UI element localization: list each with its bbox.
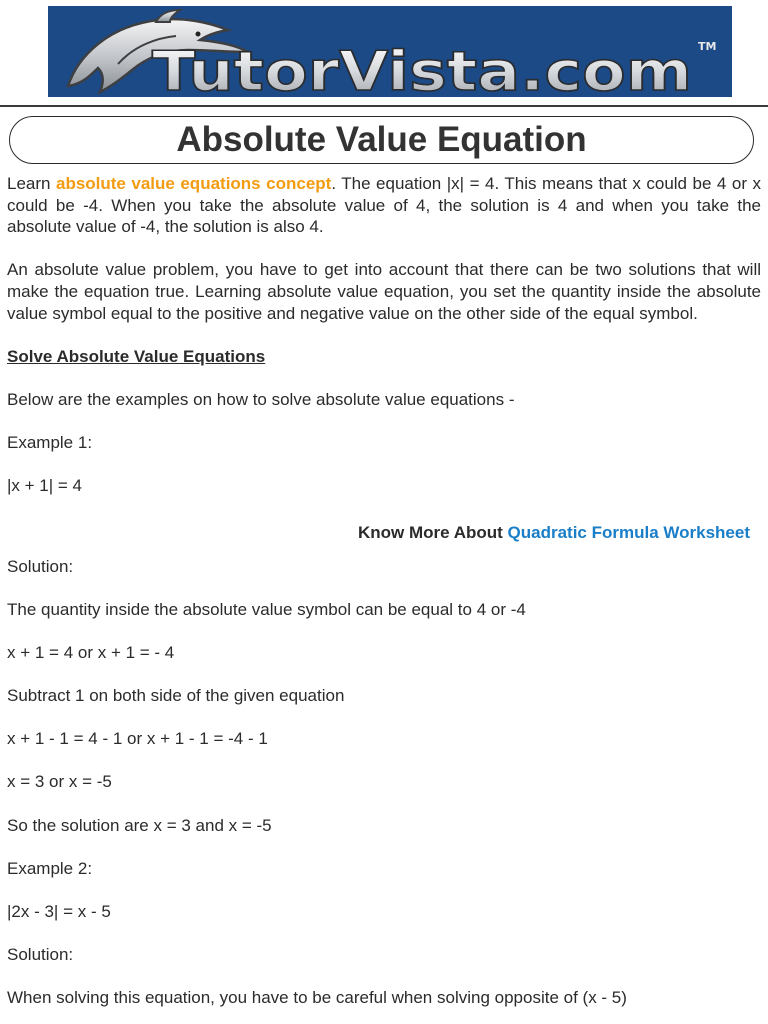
solution-1-step-6: So the solution are x = 3 and x = -5 (7, 815, 272, 835)
section-heading (7, 346, 761, 368)
solution-1-step-5: x = 3 or x = -5 (7, 772, 112, 792)
know-more-prefix: Know More About (358, 522, 503, 542)
paragraph-two-solutions: An absolute value problem, you have to get into account that there can be two solutions that will make the equation true. Learning absolute value equation, you set the quantity inside the absolute value symbol equal to the positive and negative value on the other side of the equal symbol. (7, 260, 761, 323)
tutorvista-logo (48, 6, 732, 97)
solution-2-label: Solution: (7, 945, 74, 965)
intro-rest: . The equation |x| = 4. This means that x could be 4 or x could be -4. When you take the absolute value of 4, the solution is 4 and when you take the absolute value of -4, the solution is also 4. (7, 174, 761, 237)
svg-text:TutorVista.com: TutorVista.com (152, 40, 692, 97)
section-heading-text: Solve Absolute Value Equations (7, 346, 266, 366)
example-2-label: Example 2: (7, 858, 93, 878)
example-2-equation: |2x - 3| = x - 5 (7, 902, 111, 921)
solution-1-step-4: x + 1 - 1 = 4 - 1 or x + 1 - 1 = -4 - 1 (7, 729, 268, 749)
solution-2-step-1: When solving this equation, you have to be careful when solving opposite of (x - 5) (7, 988, 627, 1008)
know-more-line (7, 522, 761, 544)
example-1-equation: |x + 1| = 4 (7, 476, 82, 496)
title-box (9, 116, 754, 164)
intro-paragraph (7, 173, 761, 238)
solution-1-step-1: The quantity inside the absolute value symbol can be equal to 4 or -4 (7, 599, 526, 619)
solution-1-step-2: x + 1 = 4 or x + 1 = - 4 (7, 642, 175, 662)
page-title: Absolute Value Equation (176, 120, 587, 159)
svg-text:TM: TM (698, 40, 717, 53)
main-content (7, 173, 761, 1009)
header-divider (0, 105, 768, 107)
example-1-label: Example 1: (7, 433, 93, 453)
intro-learn: Learn (7, 174, 51, 193)
solution-1-label: Solution: (7, 556, 74, 576)
tutorvista-logo-banner (48, 6, 732, 97)
solution-1-step-3: Subtract 1 on both side of the given equation (7, 686, 345, 706)
examples-intro: Below are the examples on how to solve absolute value equations - (7, 389, 515, 409)
absolute-value-equations-concept-link[interactable]: absolute value equations concept (55, 174, 332, 193)
quadratic-formula-worksheet-link[interactable]: Quadratic Formula Worksheet (507, 522, 750, 542)
